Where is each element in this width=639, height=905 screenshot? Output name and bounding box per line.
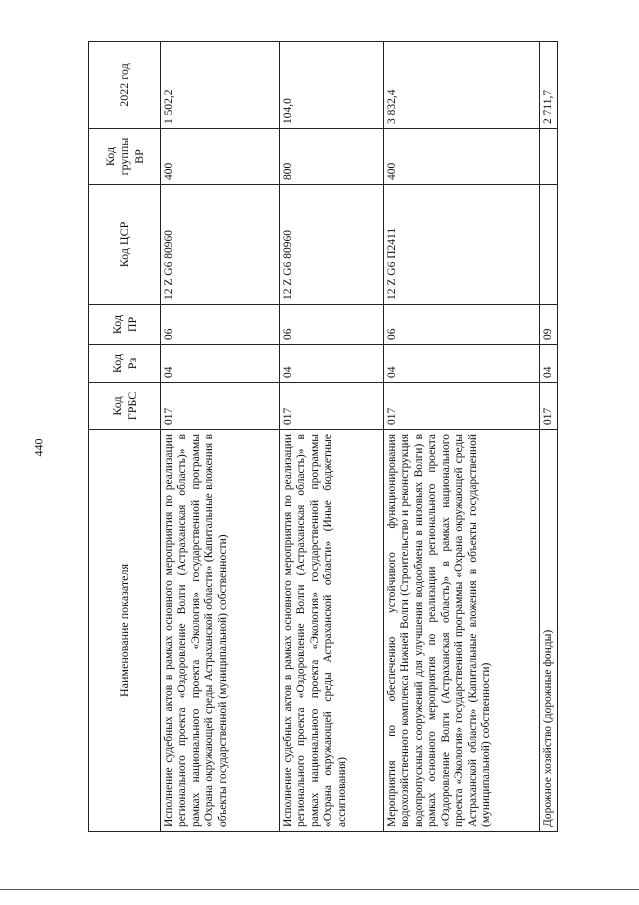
row-pr: 06 — [384, 305, 540, 345]
header-pr: Код ПР — [89, 305, 161, 345]
row-year: 2 711,7 — [540, 42, 558, 129]
page-bottom-rule — [0, 889, 639, 890]
row-grbs: 017 — [161, 383, 280, 430]
row-rz: 04 — [540, 345, 558, 383]
row-vr: 400 — [161, 129, 280, 185]
row-name: Мероприятия по обеспечению устойчивого функционирования водохозяйственного комплекса Нижней Волги (Строительство и реконструкция водопропускных сооружений для улучшения водообмена в низовьях Волги) в рамках основного мероприятия по реализации регионального проекта «Оздоровление Волги (Астраханская область)» в рамках национального проекта «Экология» государственной программы «Охрана окружающей среды Астраханской области» (Капитальные вложения в объекты государственной (муниципальной) собственности) — [384, 430, 540, 832]
header-name: Наименование показателя — [89, 430, 161, 832]
header-rz: Код Рз — [89, 345, 161, 383]
row-csr: 12 Z G6 80960 — [161, 185, 280, 305]
header-row — [89, 42, 161, 832]
row-name: Исполнение судебных актов в рамках основного мероприятия по реализации регионального проекта «Оздоровление Волги (Астраханская область)» в рамках национального проекта «Экология» государственной программы «Охрана окружающей среды Астраханской области» (Капитальные вложения в объекты государственной (муниципальной) собственности) — [161, 430, 280, 832]
row-name: Исполнение судебных актов в рамках основного мероприятия по реализации регионального проекта «Оздоровление Волги (Астраханская область)» в рамках национального проекта «Экология» государственной программы «Охрана окружающей среды Астраханской области» (Иные бюджетные ассигнования) — [280, 430, 384, 832]
row-year: 1 502,2 — [161, 42, 280, 129]
table-row — [384, 42, 540, 832]
table-row — [161, 42, 280, 832]
row-rz: 04 — [280, 345, 384, 383]
row-grbs: 017 — [540, 383, 558, 430]
row-csr: 12 Z G6 П2411 — [384, 185, 540, 305]
header-year: 2022 год — [89, 42, 161, 129]
row-csr — [540, 185, 558, 305]
row-pr: 09 — [540, 305, 558, 345]
page-number: 440 — [31, 438, 46, 457]
rotated-table-container — [88, 42, 555, 832]
header-vr: Код группы ВР — [89, 129, 161, 185]
budget-table — [88, 41, 558, 832]
row-grbs: 017 — [384, 383, 540, 430]
row-rz: 04 — [161, 345, 280, 383]
table-row — [280, 42, 384, 832]
row-year: 104,0 — [280, 42, 384, 129]
row-rz: 04 — [384, 345, 540, 383]
row-year: 3 832,4 — [384, 42, 540, 129]
table-row — [540, 42, 558, 832]
header-csr: Код ЦСР — [89, 185, 161, 305]
row-pr: 06 — [161, 305, 280, 345]
header-grbs: Код ГРБС — [89, 383, 161, 430]
row-grbs: 017 — [280, 383, 384, 430]
row-vr — [540, 129, 558, 185]
row-name: Дорожное хозяйство (дорожные фонды) — [540, 430, 558, 832]
row-vr: 400 — [384, 129, 540, 185]
row-pr: 06 — [280, 305, 384, 345]
row-csr: 12 Z G6 80960 — [280, 185, 384, 305]
row-vr: 800 — [280, 129, 384, 185]
